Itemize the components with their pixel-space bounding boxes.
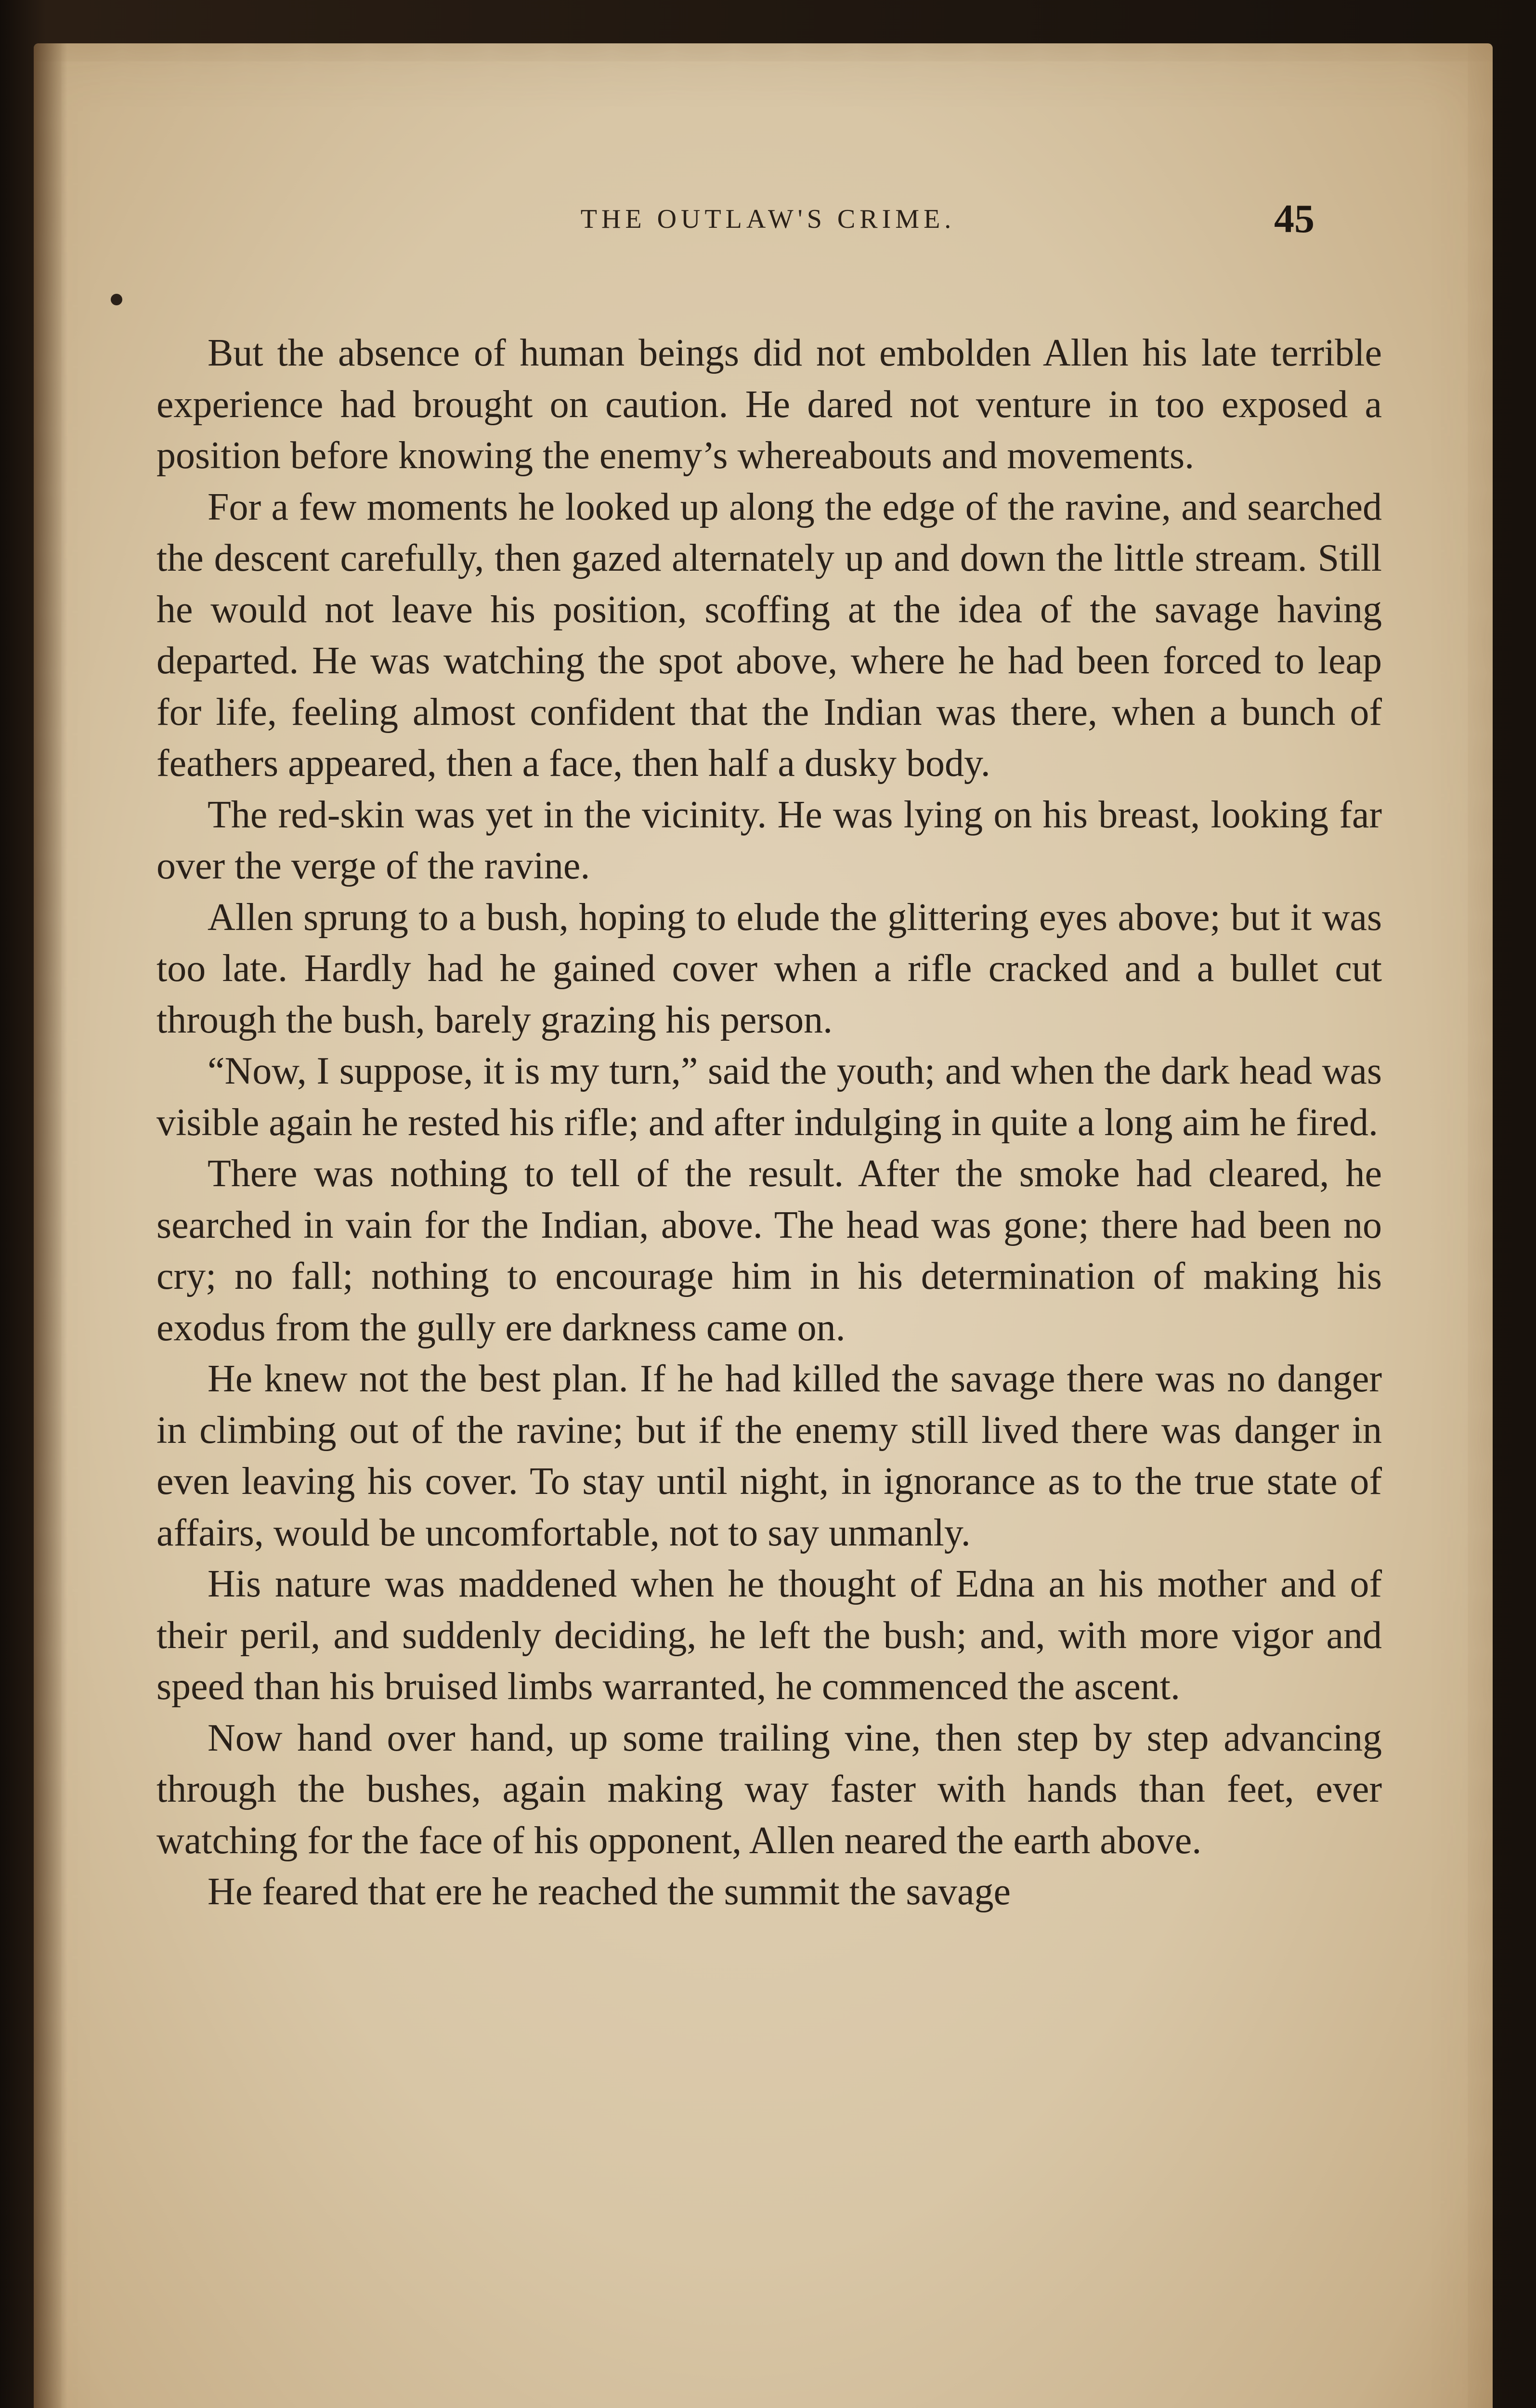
paragraph: The red-skin was yet in the vicinity. He was lying on his breast, looking far over the verge of the ravine.	[156, 793, 1382, 887]
paragraph: “Now, I suppose, it is my turn,” said the youth; and when the dark head was visible again he rested his rifle; and after indulging in quite a long aim he fired.	[156, 1050, 1382, 1144]
running-title: THE OUTLAW'S CRIME.	[580, 204, 956, 234]
page-number: 45	[1274, 196, 1315, 241]
paragraph: He feared that ere he reached the summit the savage	[208, 1871, 1011, 1913]
spine-shadow	[34, 43, 67, 2408]
paragraph: But the absence of human beings did not embolden Allen his late terrible experience had brought on caution. He dared not venture in too exposed a position before knowing the enemy’s whereabouts and movements.	[156, 332, 1382, 477]
paragraph: Allen sprung to a bush, hoping to elude the glittering eyes above; but it was too late. Hardly had he gained cover when a rifle cracked and a bullet cut through the bush, barely grazing his person.	[156, 896, 1382, 1041]
paragraph: His nature was maddened when he thought of Edna an his mother and of their peril, and suddenly deciding, he left the bush; and, with more vigor and speed than his bruised limbs warranted, he commenced the ascent.	[156, 1563, 1382, 1708]
running-head	[34, 193, 1493, 246]
margin-mark	[111, 294, 122, 305]
paragraph: Now hand over hand, up some trailing vine, then step by step advancing through the bushes, again making way faster with hands than feet, ever watching for the face of his opponent, Allen neared the earth above.	[156, 1716, 1382, 1862]
paragraph: For a few moments he looked up along the edge of the ravine, and searched the descent carefully, then gazed alternately up and down the little stream. Still he would not leave his position, scoffing at the idea of the savage having departed. He was watching the spot above, where he had been forced to leap for life, feeling almost confident that the Indian was there, when a bunch of feathers appeared, then a face, then half a dusky body.	[156, 485, 1382, 785]
paragraph: He knew not the best plan. If he had killed the savage there was no danger in climbing out of the ravine; but if the enemy still lived there was danger in even leaving his cover. To stay until night, in ignorance as to the true state of affairs, would be uncomfortable, not to say unmanly.	[156, 1358, 1382, 1554]
body-text	[156, 327, 1382, 1918]
paragraph: There was nothing to tell of the result. After the smoke had cleared, he searched in vain for the Indian, above. The head was gone; there had been no cry; no fall; nothing to encourage him in his determination of making his exodus from the gully ere darkness came on.	[156, 1152, 1382, 1349]
book-page	[34, 43, 1493, 2408]
